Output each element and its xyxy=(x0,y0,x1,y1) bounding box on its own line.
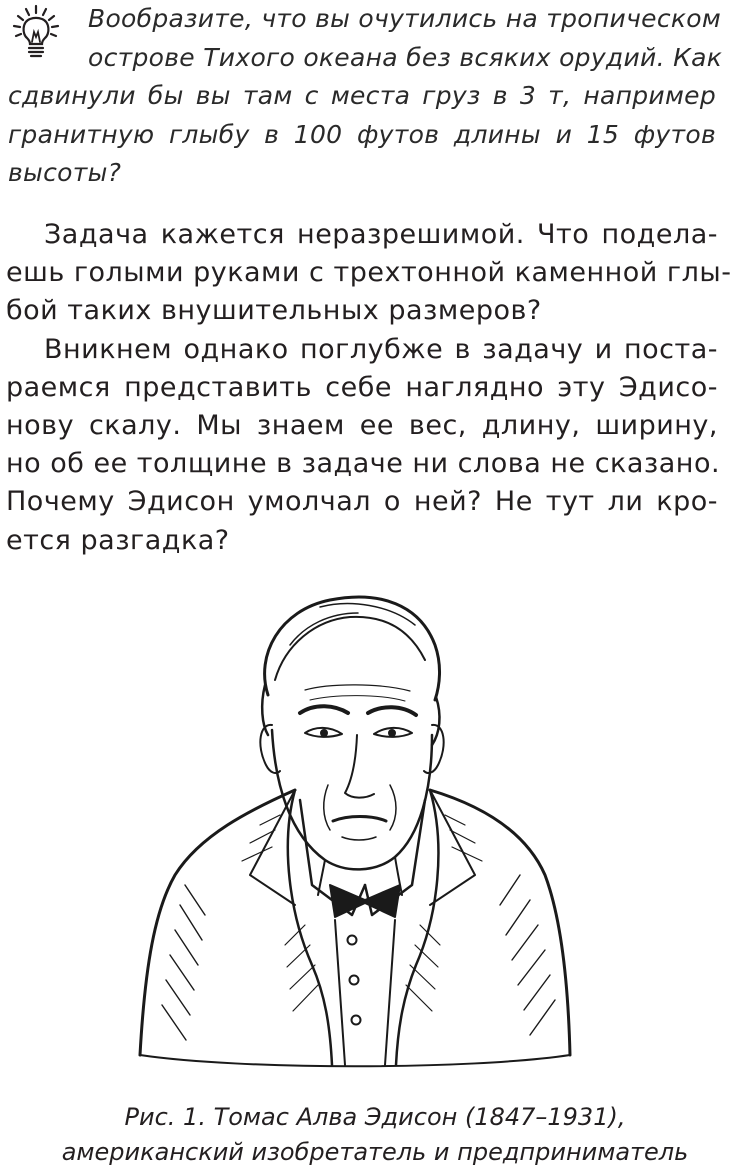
body-line: ется разгадка? xyxy=(6,524,230,556)
body-line: раемся представить себе наглядно эту Эдисо- xyxy=(6,371,718,403)
body-line: но об ее толщине в задаче ни слова не сказано. xyxy=(6,448,721,480)
task-line: Вообразите, что вы очутились на тропическом xyxy=(88,4,722,33)
portrait-illustration xyxy=(90,585,610,1085)
body-line: Вникнем однако поглубже в задачу и поста- xyxy=(44,333,718,365)
caption-line: американский изобретатель и предприниматель xyxy=(61,1138,689,1166)
task-line: высоты? xyxy=(8,158,122,187)
body-line: бой таких внушительных размеров? xyxy=(6,295,542,327)
task-statement xyxy=(8,0,723,193)
caption-line: Рис. 1. Томас Алва Эдисон (1847–1931), xyxy=(124,1103,626,1131)
task-line: гранитную глыбу в 100 футов длины и 15 футов xyxy=(8,119,716,149)
body-line: ешь голыми руками с трехтонной каменной глы- xyxy=(6,257,732,289)
body-line: Задача кажется неразрешимой. Что подела- xyxy=(44,219,718,250)
body-line: нову скалу. Мы знаем ее вес, длину, ширину, xyxy=(6,410,718,442)
task-line: сдвинули бы вы там с места груз в 3 т, например xyxy=(8,81,716,110)
body-text xyxy=(6,216,732,560)
figure-caption xyxy=(0,1100,750,1170)
task-line: острове Тихого океана без всяких орудий. Как xyxy=(88,42,723,72)
body-line: Почему Эдисон умолчал о ней? Не тут ли кро- xyxy=(6,486,718,518)
